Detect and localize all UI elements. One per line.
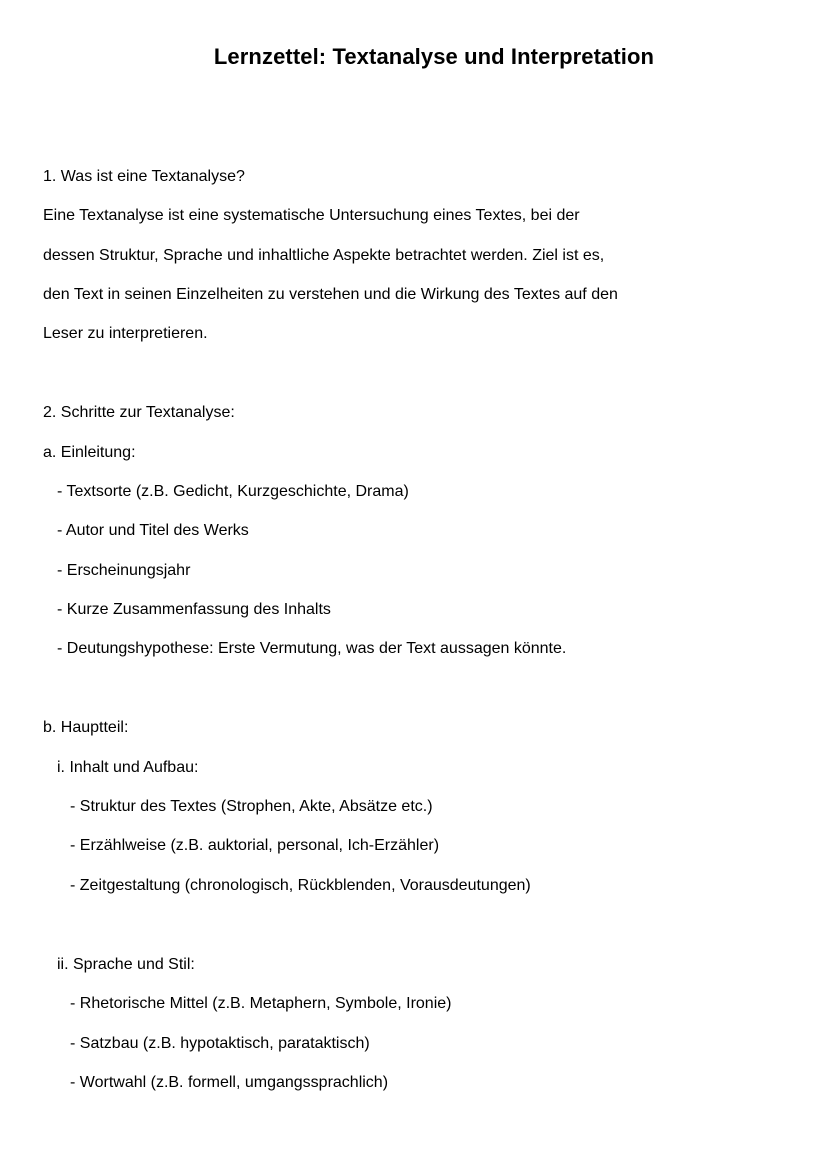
sprache-stil-heading: ii. Sprache und Stil: [57,956,195,973]
einleitung-heading: a. Einleitung: [43,444,136,461]
section-2-heading: 2. Schritte zur Textanalyse: [43,404,235,421]
page-title: Lernzettel: Textanalyse und Interpretation [213,44,655,69]
inhalt-aufbau-item: - Zeitgestaltung (chronologisch, Rückblenden, Vorausdeutungen) [70,877,531,894]
section-1-heading: 1. Was ist eine Textanalyse? [43,168,245,185]
sprache-stil-item: - Satzbau (z.B. hypotaktisch, parataktisch) [70,1035,370,1052]
section-1-paragraph-line-2: dessen Struktur, Sprache und inhaltliche Aspekte betrachtet werden. Ziel ist es, [43,247,605,264]
hauptteil-heading: b. Hauptteil: [43,719,129,736]
inhalt-aufbau-item: - Erzählweise (z.B. auktorial, personal, Ich-Erzähler) [70,837,440,854]
inhalt-aufbau-item: - Struktur des Textes (Strophen, Akte, Absätze etc.) [70,798,433,815]
section-1-paragraph-line-3: den Text in seinen Einzelheiten zu verstehen und die Wirkung des Textes auf den [43,286,618,303]
section-1-paragraph-line-4: Leser zu interpretieren. [43,325,208,342]
einleitung-item: - Erscheinungsjahr [57,562,191,579]
sprache-stil-item: - Wortwahl (z.B. formell, umgangssprachlich) [70,1074,389,1091]
sprache-stil-item: - Rhetorische Mittel (z.B. Metaphern, Symbole, Ironie) [70,995,452,1012]
einleitung-item: - Textsorte (z.B. Gedicht, Kurzgeschichte, Drama) [57,483,409,500]
einleitung-item: - Kurze Zusammenfassung des Inhalts [57,601,331,618]
inhalt-aufbau-heading: i. Inhalt und Aufbau: [57,759,199,776]
section-1-paragraph-line-1: Eine Textanalyse ist eine systematische Untersuchung eines Textes, bei der [43,207,580,224]
einleitung-item: - Deutungshypothese: Erste Vermutung, was der Text aussagen könnte. [57,640,567,657]
einleitung-item: - Autor und Titel des Werks [57,522,249,539]
